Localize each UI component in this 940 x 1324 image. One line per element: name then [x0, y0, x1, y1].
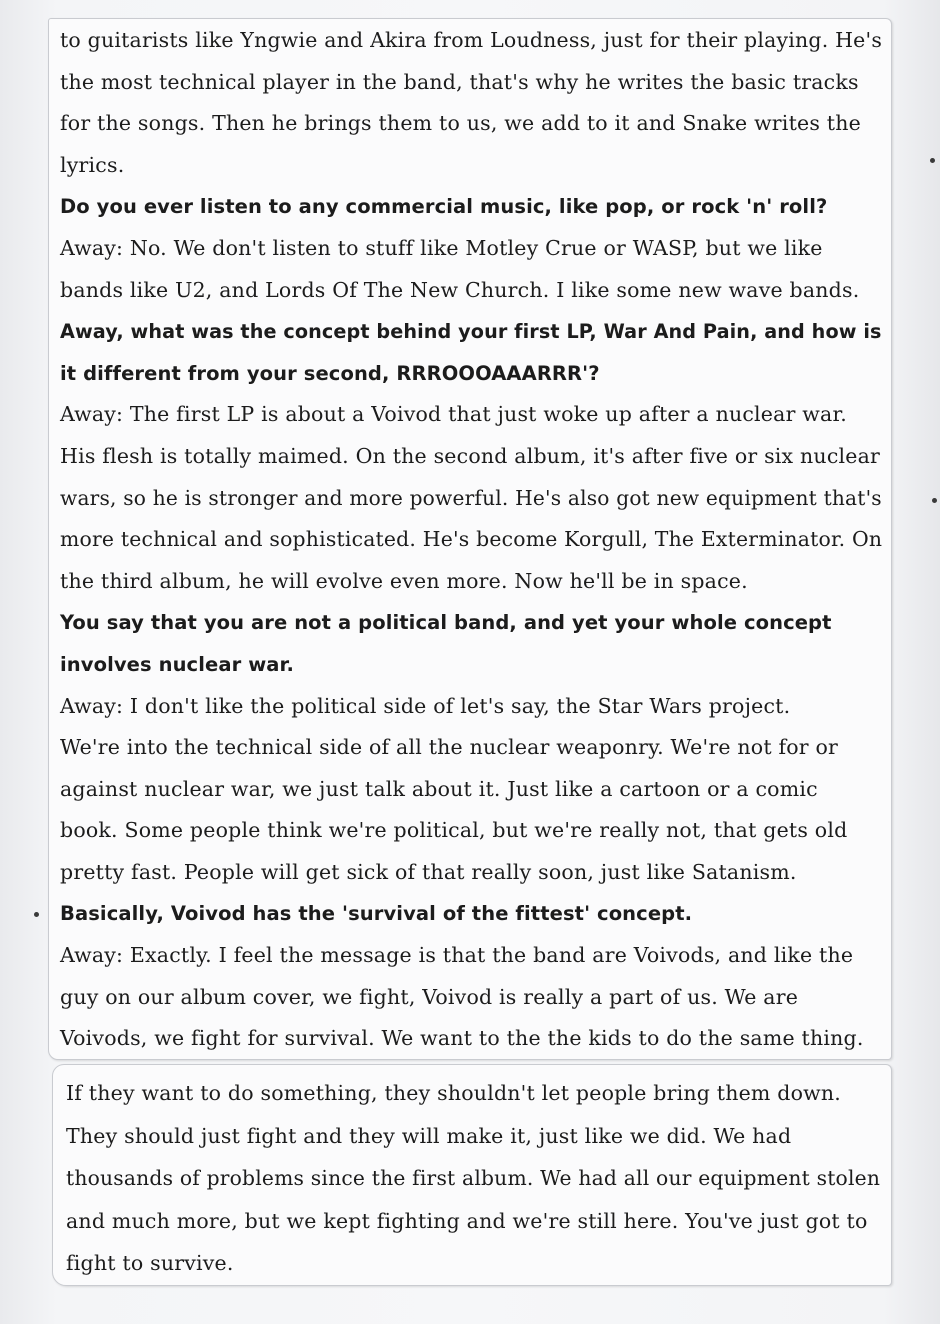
answer-line: the most technical player in the band, that's why he writes the basic tracks — [60, 69, 859, 94]
answer-line: Away: Exactly. I feel the message is that the band are Voivods, and like the — [60, 943, 854, 968]
interview-text-main — [60, 20, 882, 1060]
question-line: Do you ever listen to any commercial music, like pop, or rock 'n' roll? — [60, 195, 828, 219]
answer-line: thousands of problems since the first album. We had all our equipment stolen — [66, 1166, 881, 1190]
answer-line: We're into the technical side of all the nuclear weaponry. We're not for or — [60, 735, 839, 760]
answer-line: for the songs. Then he brings them to us, we add to it and Snake writes the — [60, 111, 861, 136]
binding-mark — [930, 158, 935, 163]
answer-line: His flesh is totally maimed. On the second album, it's after five or six nuclear — [60, 443, 881, 468]
binding-mark — [932, 498, 937, 503]
answer-line: bands like U2, and Lords Of The New Church. I like some new wave bands. — [60, 277, 860, 302]
answer-line: against nuclear war, we just talk about it. Just like a cartoon or a comic — [60, 776, 818, 801]
interview-text-continuation — [66, 1072, 880, 1285]
question-line: involves nuclear war. — [60, 652, 295, 676]
answer-line: and much more, but we kept fighting and we're still here. You've just got to — [66, 1208, 868, 1233]
answer-line: They should just fight and they will make it, just like we did. We had — [66, 1123, 792, 1148]
question-line: Away, what was the concept behind your first LP, War And Pain, and how is — [60, 320, 882, 344]
binding-mark — [34, 912, 39, 917]
question-line: Basically, Voivod has the 'survival of the fittest' concept. — [60, 902, 693, 926]
answer-line: to guitarists like Yngwie and Akira from Loudness, just for their playing. He's — [60, 28, 883, 52]
answer-line: more technical and sophisticated. He's become Korgull, The Exterminator. On — [60, 527, 883, 552]
question-line: You say that you are not a political band, and yet your whole concept — [60, 611, 832, 635]
question-line: it different from your second, RRROOOAAARRR'? — [60, 361, 600, 385]
answer-line: Away: No. We don't listen to stuff like Motley Crue or WASP, but we like — [60, 235, 823, 260]
answer-line: If they want to do something, they shouldn't let people bring them down. — [66, 1081, 842, 1105]
answer-line: lyrics. — [60, 152, 125, 177]
answer-line: guy on our album cover, we fight, Voivod is really a part of us. We are — [60, 984, 799, 1009]
answer-line: pretty fast. People will get sick of that really soon, just like Satanism. — [60, 859, 797, 884]
answer-line: Away: The first LP is about a Voivod that just woke up after a nuclear war. — [60, 402, 847, 427]
answer-line: Away: I don't like the political side of let's say, the Star Wars project. — [60, 693, 791, 718]
answer-line: book. Some people think we're political, but we're really not, that gets old — [60, 818, 848, 843]
answer-line: the third album, he will evolve even more. Now he'll be in space. — [60, 568, 748, 593]
answer-line: wars, so he is stronger and more powerful. He's also got new equipment that's — [60, 485, 882, 510]
answer-line: fight to survive. — [66, 1251, 234, 1275]
answer-line: Voivods, we fight for survival. We want to the the kids to do the same thing. — [60, 1026, 864, 1051]
